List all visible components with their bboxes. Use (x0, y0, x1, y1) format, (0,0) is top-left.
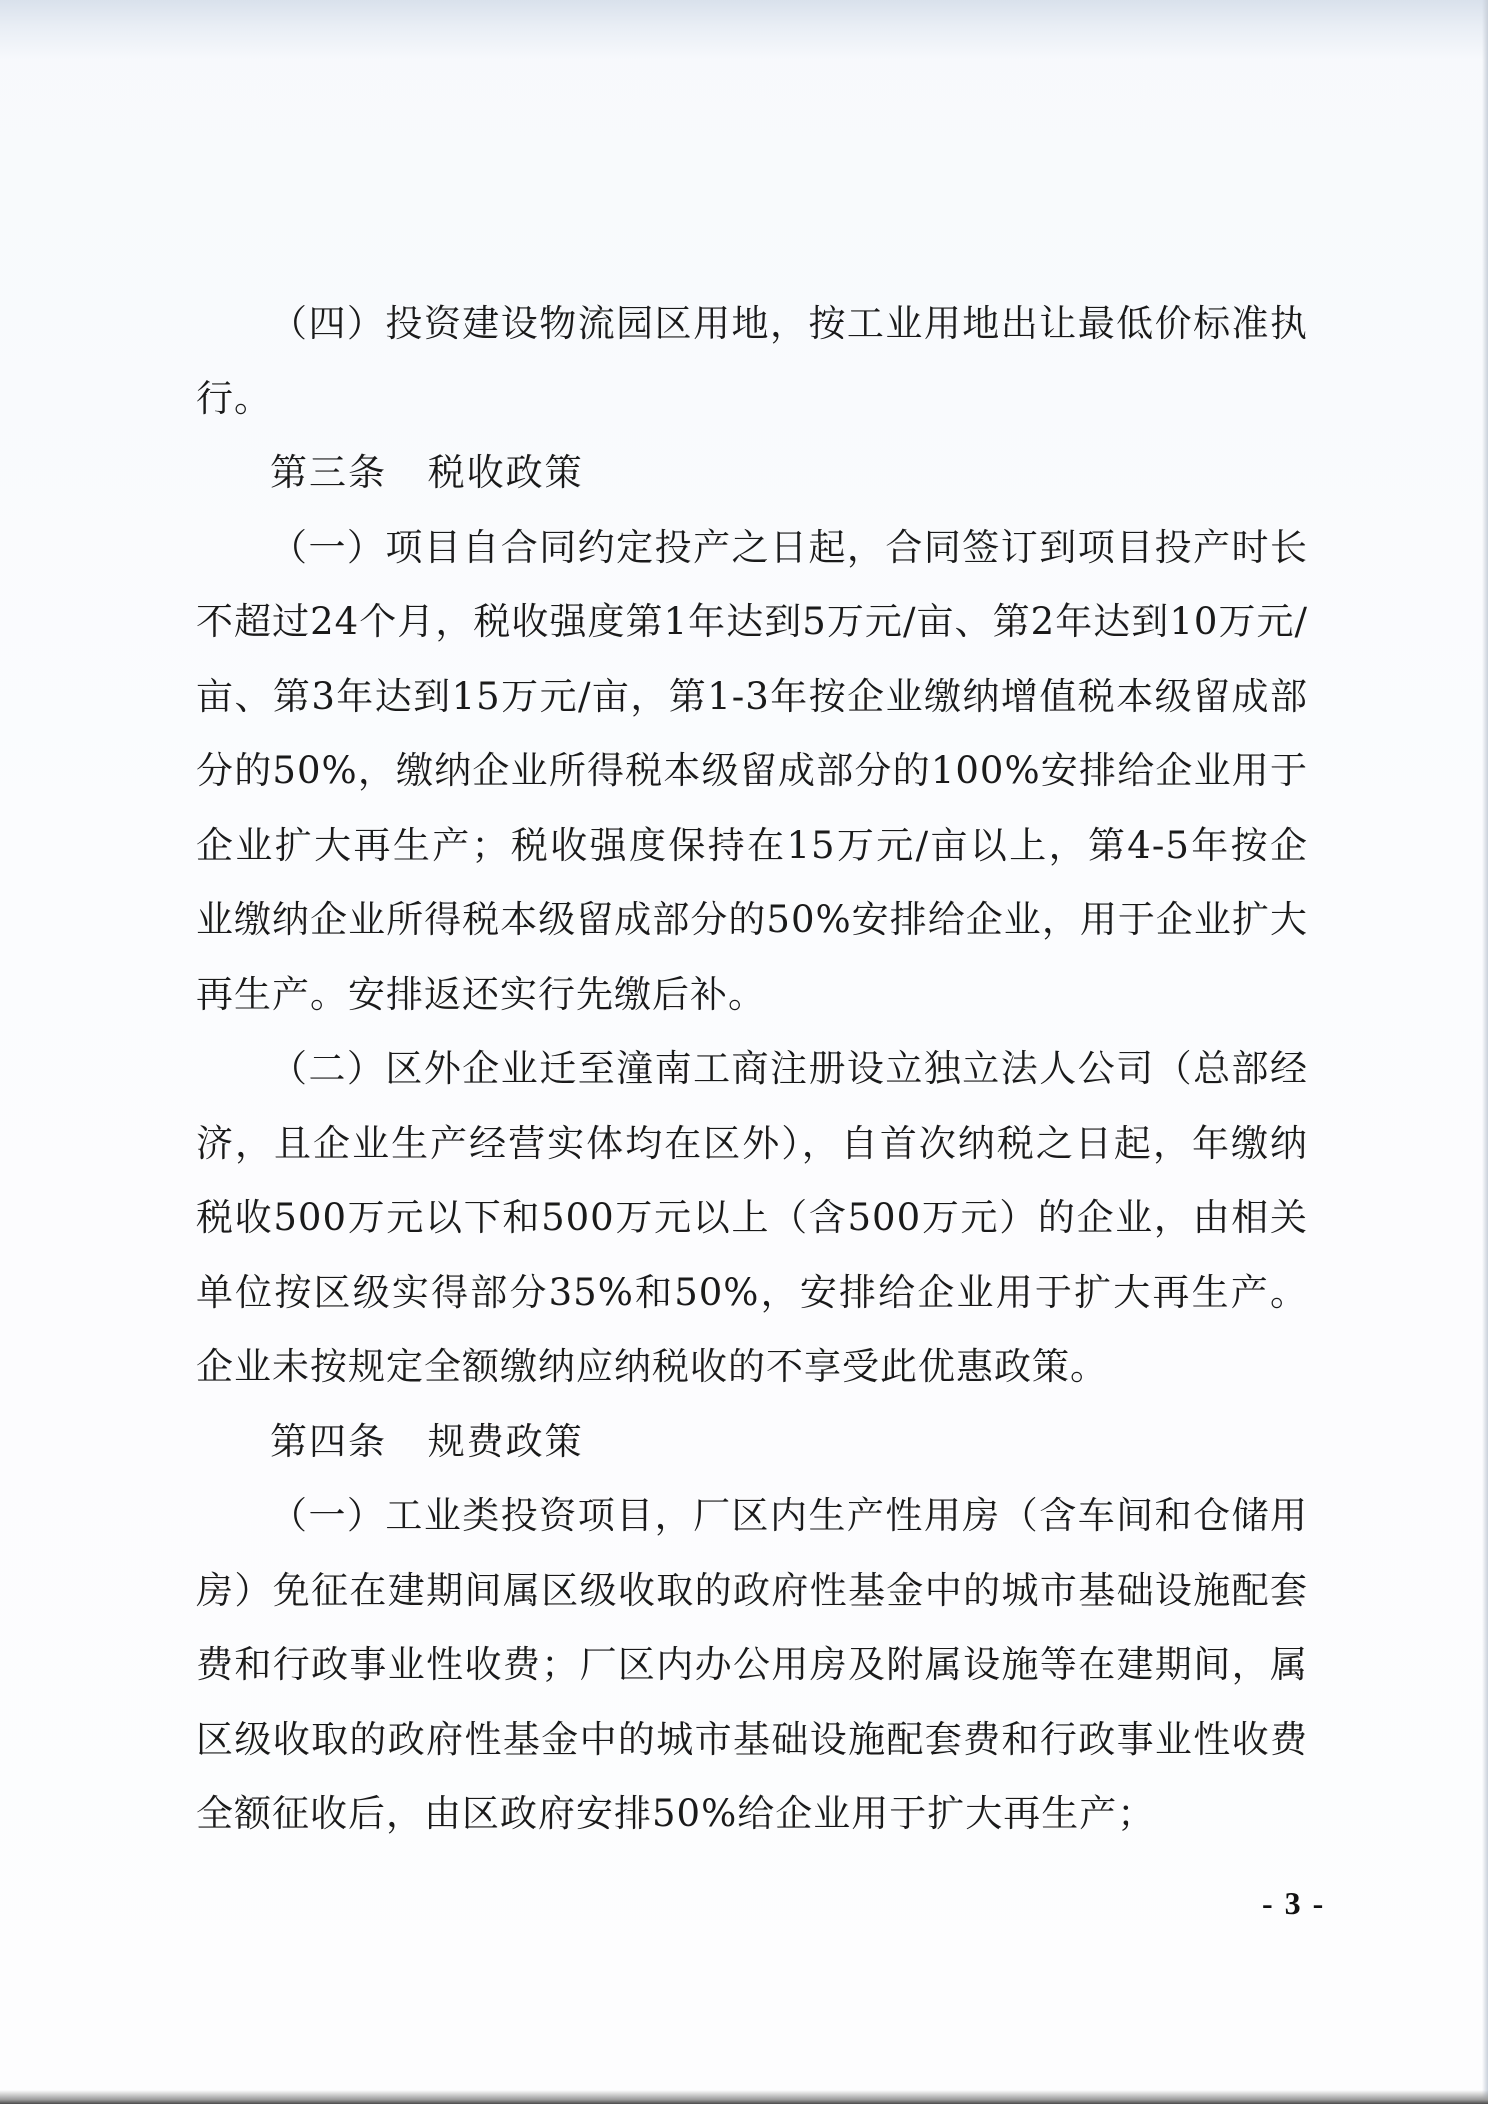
page-number: - 3 - (1262, 1885, 1326, 1921)
scan-shadow-top (0, 0, 1488, 60)
paragraph-tax-policy-2: （二）区外企业迁至潼南工商注册设立独立法人公司（总部经济，且企业生产经营实体均在区外），自首次纳税之日起，年缴纳税收500万元以下和500万元以上（含500万元）的企业，由相关单位按区级实得部分35%和50%，安排给企业用于扩大再生产。企业未按规定全额缴纳应纳税收的不享受此优惠政策。 (196, 1047, 1308, 1388)
article-4-number: 第四条 (270, 1419, 387, 1463)
paragraph-fee-policy-1: （一）工业类投资项目，厂区内生产性用房（含车间和仓储用房）免征在建期间属区级收取的政府性基金中的城市基础设施配套费和行政事业性收费；厂区内办公用房及附属设施等在建期间，属区级收取的政府性基金中的城市基础设施配套费和行政事业性收费全额征收后，由区政府安排50%给企业用于扩大再生产； (196, 1494, 1308, 1835)
article-3-number: 第三条 (270, 451, 387, 494)
document-body (196, 287, 1308, 1852)
paragraph-land-logistics: （四）投资建设物流园区用地，按工业用地出让最低价标准执行。 (196, 302, 1308, 420)
article-3-title: 税收政策 (427, 451, 584, 494)
article-3-heading (196, 436, 1308, 511)
article-4-heading (196, 1405, 1308, 1480)
paragraph-tax-policy-1: （一）项目自合同约定投产之日起，合同签订到项目投产时长不超过24个月，税收强度第1年达到5万元/亩、第2年达到10万元/亩、第3年达到15万元/亩，第1-3年按企业缴纳增值税本级留成部分的50%，缴纳企业所得税本级留成部分的100%安排给企业用于企业扩大再生产；税收强度保持在15万元/亩以上，第4-5年按企业缴纳企业所得税本级留成部分的50%安排给企业，用于企业扩大再生产。安排返还实行先缴后补。 (196, 525, 1308, 1016)
scan-shadow-right (1482, 0, 1488, 2104)
article-4-title: 规费政策 (427, 1419, 584, 1463)
scan-shadow-bottom (0, 2090, 1488, 2104)
